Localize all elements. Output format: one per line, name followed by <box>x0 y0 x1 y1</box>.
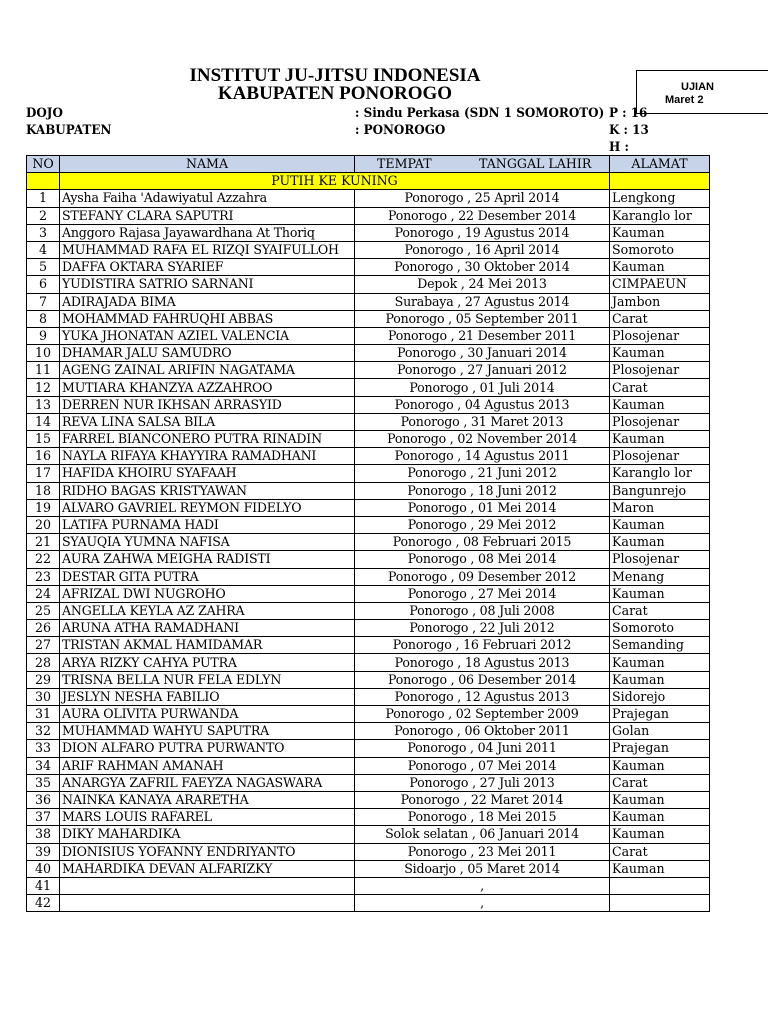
birth-cell: Ponorogo , 22 Desember 2014 <box>355 207 610 224</box>
no-cell: 39 <box>27 843 60 860</box>
birth-cell: Ponorogo , 04 Agustus 2013 <box>355 396 610 413</box>
birth-cell: Ponorogo , 22 Juli 2012 <box>355 620 610 637</box>
page-subtitle: KABUPATEN PONOROGO <box>217 83 453 104</box>
no-cell: 24 <box>27 585 60 602</box>
no-cell: 19 <box>27 499 60 516</box>
no-cell: 30 <box>27 688 60 705</box>
no-cell: 17 <box>27 465 60 482</box>
no-cell: 33 <box>27 740 60 757</box>
birth-cell: Surabaya , 27 Agustus 2014 <box>355 293 610 310</box>
header-tempat: TEMPAT <box>377 156 432 171</box>
birth-cell: Ponorogo , 08 Mei 2014 <box>355 551 610 568</box>
name-cell: NAINKA KANAYA ARARETHA <box>60 791 355 808</box>
table-row <box>27 276 710 293</box>
header-tanggal-lahir: TANGGAL LAHIR <box>479 156 592 171</box>
table-row <box>27 723 710 740</box>
name-cell: AGENG ZAINAL ARIFIN NAGATAMA <box>60 362 355 379</box>
no-cell: 1 <box>27 190 60 207</box>
birth-cell: Ponorogo , 18 Juni 2012 <box>355 482 610 499</box>
address-cell: Plosojenar <box>610 413 710 430</box>
birth-cell: Ponorogo , 16 Februari 2012 <box>355 637 610 654</box>
name-cell: ALVARO GAVRIEL REYMON FIDELYO <box>60 499 355 516</box>
name-cell: ANGELLA KEYLA AZ ZAHRA <box>60 602 355 619</box>
address-cell: Prajegan <box>610 706 710 723</box>
name-cell: NAYLA RIFAYA KHAYYIRA RAMADHANI <box>60 448 355 465</box>
address-cell: Plosojenar <box>610 448 710 465</box>
no-cell: 9 <box>27 327 60 344</box>
birth-cell: Ponorogo , 07 Mei 2014 <box>355 757 610 774</box>
address-cell: Kauman <box>610 259 710 276</box>
no-cell: 26 <box>27 620 60 637</box>
no-cell: 8 <box>27 310 60 327</box>
no-cell: 37 <box>27 809 60 826</box>
name-cell: TRISNA BELLA NUR FELA EDLYN <box>60 671 355 688</box>
table-row <box>27 190 710 207</box>
address-cell: Prajegan <box>610 740 710 757</box>
name-cell: AURA ZAHWA MEIGHA RADISTI <box>60 551 355 568</box>
count-p: P : 16 <box>609 106 648 121</box>
table-row <box>27 465 710 482</box>
table-row <box>27 516 710 533</box>
kabupaten-label: KABUPATEN <box>26 123 112 138</box>
no-cell: 22 <box>27 551 60 568</box>
birth-cell: Depok , 24 Mei 2013 <box>355 276 610 293</box>
no-cell: 23 <box>27 568 60 585</box>
table-row <box>27 499 710 516</box>
no-cell: 5 <box>27 259 60 276</box>
address-cell: Carat <box>610 379 710 396</box>
birth-cell: Ponorogo , 08 Juli 2008 <box>355 602 610 619</box>
count-h: H : <box>609 140 629 155</box>
name-cell: MUTIARA KHANZYA AZZAHROO <box>60 379 355 396</box>
name-cell: DESTAR GITA PUTRA <box>60 568 355 585</box>
address-cell: Kauman <box>610 757 710 774</box>
table-row <box>27 620 710 637</box>
birth-cell: Ponorogo , 27 Mei 2014 <box>355 585 610 602</box>
address-cell: Kauman <box>610 826 710 843</box>
no-cell: 31 <box>27 706 60 723</box>
table-row <box>27 877 710 894</box>
birth-cell: Ponorogo , 30 Januari 2014 <box>355 345 610 362</box>
birth-cell: Ponorogo , 04 Juni 2011 <box>355 740 610 757</box>
birth-cell: , <box>355 877 610 894</box>
birth-cell: , <box>355 895 610 912</box>
kabupaten-value: : PONOROGO <box>355 123 446 138</box>
table-row <box>27 568 710 585</box>
address-cell: Plosojenar <box>610 551 710 568</box>
address-cell: Maron <box>610 499 710 516</box>
no-cell: 28 <box>27 654 60 671</box>
no-cell: 27 <box>27 637 60 654</box>
birth-cell: Ponorogo , 01 Juli 2014 <box>355 379 610 396</box>
address-cell: Kauman <box>610 585 710 602</box>
table-row <box>27 413 710 430</box>
no-cell: 15 <box>27 431 60 448</box>
no-cell: 12 <box>27 379 60 396</box>
table-row <box>27 774 710 791</box>
birth-cell: Ponorogo , 09 Desember 2012 <box>355 568 610 585</box>
address-cell: Carat <box>610 602 710 619</box>
address-cell: Kauman <box>610 431 710 448</box>
no-cell: 18 <box>27 482 60 499</box>
no-cell: 42 <box>27 895 60 912</box>
table-row <box>27 860 710 877</box>
birth-cell: Sidoarjo , 05 Maret 2014 <box>355 860 610 877</box>
no-cell: 11 <box>27 362 60 379</box>
name-cell <box>60 877 355 894</box>
name-cell <box>60 895 355 912</box>
address-cell: Bangunrejo <box>610 482 710 499</box>
table-row <box>27 448 710 465</box>
no-cell: 13 <box>27 396 60 413</box>
table-row <box>27 826 710 843</box>
table-row <box>27 224 710 241</box>
birth-cell: Ponorogo , 27 Januari 2012 <box>355 362 610 379</box>
category-spacer <box>610 173 710 190</box>
no-cell: 32 <box>27 723 60 740</box>
address-cell: Karanglo lor <box>610 207 710 224</box>
table-row <box>27 706 710 723</box>
table-row <box>27 809 710 826</box>
name-cell: ARIF RAHMAN AMANAH <box>60 757 355 774</box>
address-cell: Kauman <box>610 671 710 688</box>
no-cell: 3 <box>27 224 60 241</box>
birth-cell: Ponorogo , 21 Juni 2012 <box>355 465 610 482</box>
no-cell: 7 <box>27 293 60 310</box>
birth-cell: Ponorogo , 18 Mei 2015 <box>355 809 610 826</box>
address-cell: Plosojenar <box>610 327 710 344</box>
address-cell <box>610 895 710 912</box>
address-cell: Kauman <box>610 534 710 551</box>
no-cell: 29 <box>27 671 60 688</box>
name-cell: MUHAMMAD WAHYU SAPUTRA <box>60 723 355 740</box>
birth-cell: Ponorogo , 18 Agustus 2013 <box>355 654 610 671</box>
header-alamat: ALAMAT <box>610 156 710 173</box>
no-cell: 25 <box>27 602 60 619</box>
name-cell: FARREL BIANCONERO PUTRA RINADIN <box>60 431 355 448</box>
name-cell: LATIFA PURNAMA HADI <box>60 516 355 533</box>
name-cell: MAHARDIKA DEVAN ALFARIZKY <box>60 860 355 877</box>
exam-info-box <box>636 70 768 114</box>
name-cell: DIONISIUS YOFANNY ENDRIYANTO <box>60 843 355 860</box>
address-cell <box>610 877 710 894</box>
birth-cell: Ponorogo , 29 Mei 2012 <box>355 516 610 533</box>
birth-cell: Ponorogo , 16 April 2014 <box>355 241 610 258</box>
no-cell: 14 <box>27 413 60 430</box>
name-cell: DAFFA OKTARA SYARIEF <box>60 259 355 276</box>
no-cell: 36 <box>27 791 60 808</box>
birth-cell: Ponorogo , 25 April 2014 <box>355 190 610 207</box>
table-row <box>27 534 710 551</box>
address-cell: Carat <box>610 310 710 327</box>
table-row <box>27 379 710 396</box>
birth-cell: Ponorogo , 19 Agustus 2014 <box>355 224 610 241</box>
no-cell: 34 <box>27 757 60 774</box>
no-cell: 38 <box>27 826 60 843</box>
no-cell: 35 <box>27 774 60 791</box>
no-cell: 10 <box>27 345 60 362</box>
table-row <box>27 241 710 258</box>
table-row <box>27 895 710 912</box>
table-row <box>27 551 710 568</box>
name-cell: STEFANY CLARA SAPUTRI <box>60 207 355 224</box>
name-cell: ANARGYA ZAFRIL FAEYZA NAGASWARA <box>60 774 355 791</box>
birth-cell: Ponorogo , 02 November 2014 <box>355 431 610 448</box>
no-cell: 4 <box>27 241 60 258</box>
name-cell: HAFIDA KHOIRU SYAFAAH <box>60 465 355 482</box>
birth-cell: Solok selatan , 06 Januari 2014 <box>355 826 610 843</box>
address-cell: Plosojenar <box>610 362 710 379</box>
name-cell: Anggoro Rajasa Jayawardhana At Thoriq <box>60 224 355 241</box>
dojo-label: DOJO <box>26 106 63 121</box>
birth-cell: Ponorogo , 06 Desember 2014 <box>355 671 610 688</box>
count-k: K : 13 <box>609 123 649 138</box>
birth-cell: Ponorogo , 06 Oktober 2011 <box>355 723 610 740</box>
address-cell: Jambon <box>610 293 710 310</box>
table-row <box>27 310 710 327</box>
table-row <box>27 327 710 344</box>
table-row <box>27 843 710 860</box>
name-cell: ADIRAJADA BIMA <box>60 293 355 310</box>
name-cell: AFRIZAL DWI NUGROHO <box>60 585 355 602</box>
no-cell: 20 <box>27 516 60 533</box>
birth-cell: Ponorogo , 31 Maret 2013 <box>355 413 610 430</box>
dojo-value: : Sindu Perkasa (SDN 1 SOMOROTO) <box>355 106 605 121</box>
address-cell: Karanglo lor <box>610 465 710 482</box>
address-cell: Somoroto <box>610 620 710 637</box>
name-cell: YUDISTIRA SATRIO SARNANI <box>60 276 355 293</box>
no-cell: 2 <box>27 207 60 224</box>
table-row <box>27 362 710 379</box>
address-cell: Lengkong <box>610 190 710 207</box>
name-cell: MOHAMMAD FAHRUQHI ABBAS <box>60 310 355 327</box>
address-cell: CIMPAEUN <box>610 276 710 293</box>
name-cell: Aysha Faiha 'Adawiyatul Azzahra <box>60 190 355 207</box>
no-cell: 21 <box>27 534 60 551</box>
address-cell: Kauman <box>610 654 710 671</box>
name-cell: RIDHO BAGAS KRISTYAWAN <box>60 482 355 499</box>
table-row <box>27 791 710 808</box>
birth-cell: Ponorogo , 27 Juli 2013 <box>355 774 610 791</box>
category-label: PUTIH KE KUNING <box>60 173 610 190</box>
birth-cell: Ponorogo , 14 Agustus 2011 <box>355 448 610 465</box>
no-cell: 40 <box>27 860 60 877</box>
no-cell: 16 <box>27 448 60 465</box>
table-row <box>27 396 710 413</box>
name-cell: AURA OLIVITA PURWANDA <box>60 706 355 723</box>
name-cell: DIKY MAHARDIKA <box>60 826 355 843</box>
table-row <box>27 207 710 224</box>
table-header-row <box>27 156 710 173</box>
name-cell: YUKA JHONATAN AZIEL VALENCIA <box>60 327 355 344</box>
birth-cell: Ponorogo , 23 Mei 2011 <box>355 843 610 860</box>
address-cell: Golan <box>610 723 710 740</box>
exam-label: UJIAN <box>681 81 715 93</box>
table-row <box>27 602 710 619</box>
birth-cell: Ponorogo , 12 Agustus 2013 <box>355 688 610 705</box>
name-cell: ARUNA ATHA RAMADHANI <box>60 620 355 637</box>
header-nama: NAMA <box>60 156 355 173</box>
birth-cell: Ponorogo , 30 Oktober 2014 <box>355 259 610 276</box>
address-cell: Kauman <box>610 396 710 413</box>
address-cell: Kauman <box>610 224 710 241</box>
address-cell: Kauman <box>610 516 710 533</box>
category-row <box>27 173 710 190</box>
address-cell: Kauman <box>610 809 710 826</box>
table-row <box>27 585 710 602</box>
name-cell: DERREN NUR IKHSAN ARRASYID <box>60 396 355 413</box>
table-row <box>27 345 710 362</box>
table-row <box>27 482 710 499</box>
exam-date: Maret 2 <box>665 94 704 106</box>
participant-table <box>26 155 710 912</box>
address-cell: Semanding <box>610 637 710 654</box>
table-row <box>27 688 710 705</box>
birth-cell: Ponorogo , 08 Februari 2015 <box>355 534 610 551</box>
birth-cell: Ponorogo , 21 Desember 2011 <box>355 327 610 344</box>
name-cell: TRISTAN AKMAL HAMIDAMAR <box>60 637 355 654</box>
birth-cell: Ponorogo , 02 September 2009 <box>355 706 610 723</box>
birth-cell: Ponorogo , 22 Maret 2014 <box>355 791 610 808</box>
address-cell: Carat <box>610 774 710 791</box>
address-cell: Kauman <box>610 791 710 808</box>
name-cell: DION ALFARO PUTRA PURWANTO <box>60 740 355 757</box>
no-cell: 41 <box>27 877 60 894</box>
address-cell: Kauman <box>610 860 710 877</box>
birth-cell: Ponorogo , 05 September 2011 <box>355 310 610 327</box>
birth-cell: Ponorogo , 01 Mei 2014 <box>355 499 610 516</box>
no-cell: 6 <box>27 276 60 293</box>
address-cell: Somoroto <box>610 241 710 258</box>
table-row <box>27 740 710 757</box>
table-row <box>27 637 710 654</box>
address-cell: Carat <box>610 843 710 860</box>
name-cell: MUHAMMAD RAFA EL RIZQI SYAIFULLOH <box>60 241 355 258</box>
table-row <box>27 757 710 774</box>
table-row <box>27 654 710 671</box>
table-row <box>27 431 710 448</box>
name-cell: DHAMAR JALU SAMUDRO <box>60 345 355 362</box>
table-row <box>27 671 710 688</box>
header-no: NO <box>27 156 60 173</box>
address-cell: Sidorejo <box>610 688 710 705</box>
table-row <box>27 293 710 310</box>
table-row <box>27 259 710 276</box>
page-title: INSTITUT JU-JITSU INDONESIA <box>189 65 481 86</box>
name-cell: ARYA RIZKY CAHYA PUTRA <box>60 654 355 671</box>
header-tempat-tanggal <box>355 156 610 173</box>
name-cell: MARS LOUIS RAFAREL <box>60 809 355 826</box>
address-cell: Menang <box>610 568 710 585</box>
category-spacer <box>27 173 60 190</box>
name-cell: SYAUQIA YUMNA NAFISA <box>60 534 355 551</box>
address-cell: Kauman <box>610 345 710 362</box>
name-cell: JESLYN NESHA FABILIO <box>60 688 355 705</box>
name-cell: REVA LINA SALSA BILA <box>60 413 355 430</box>
